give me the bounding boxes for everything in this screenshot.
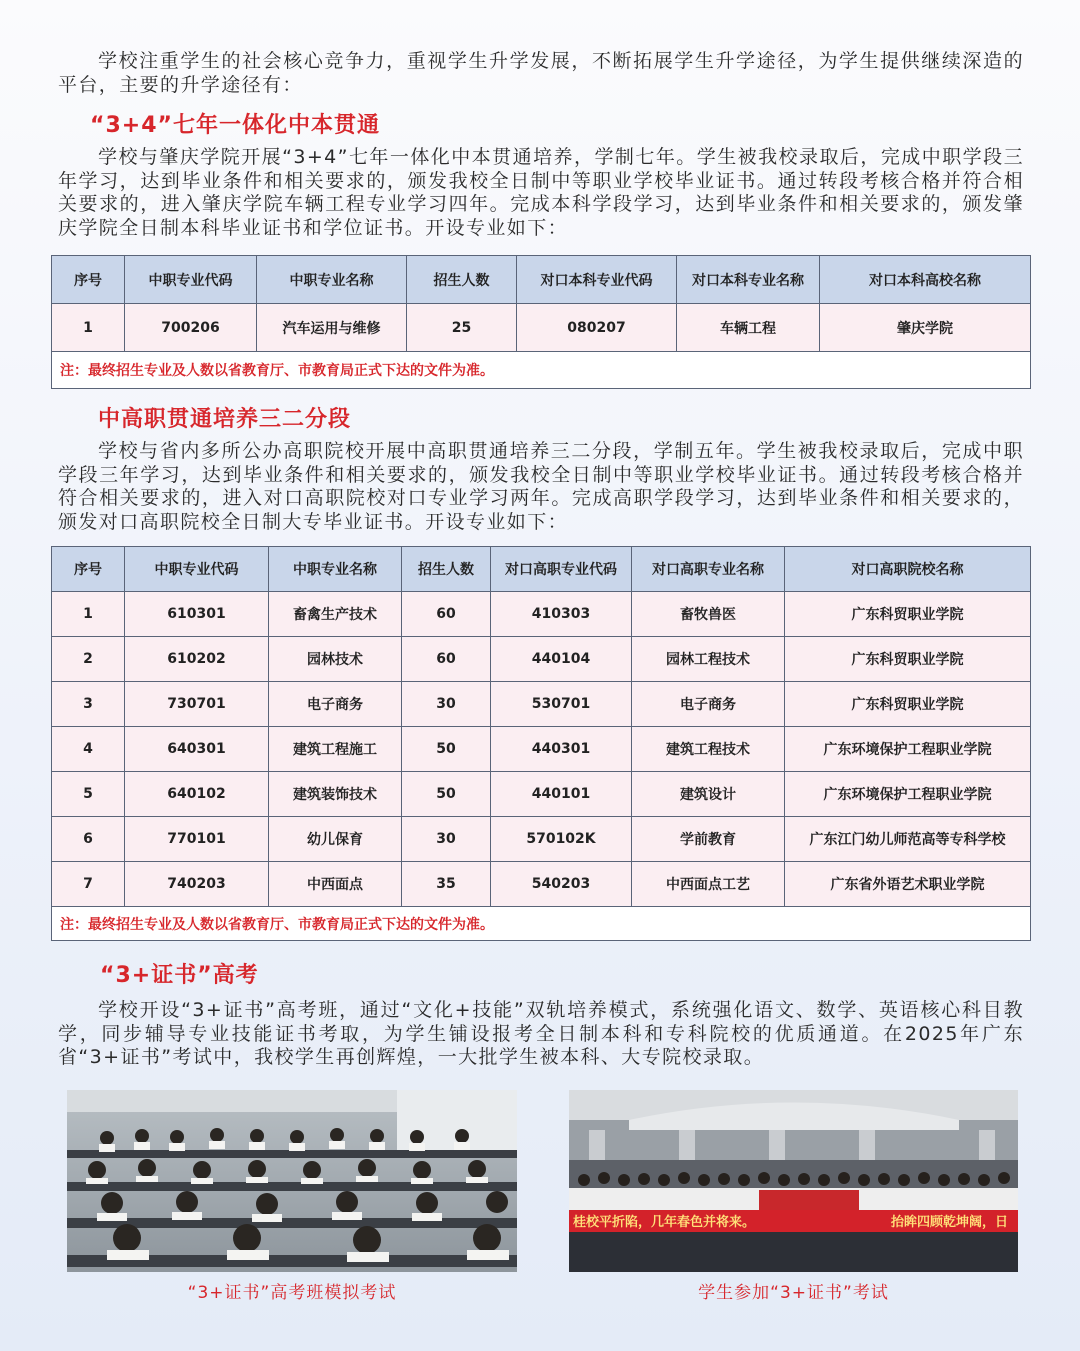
- cell: 广东科贸职业学院: [785, 682, 1031, 727]
- table-note: 注：最终招生专业及人数以省教育厅、市教育局正式下达的文件为准。: [52, 352, 1031, 389]
- table-3plus2: [51, 546, 1031, 941]
- cell: 7: [52, 862, 125, 907]
- cell: 740203: [125, 862, 269, 907]
- cell: 广东环境保护工程职业学院: [785, 727, 1031, 772]
- table-row: [52, 862, 1031, 907]
- cell: 610202: [125, 637, 269, 682]
- cell: 6: [52, 817, 125, 862]
- cell: 770101: [125, 817, 269, 862]
- table-row: [52, 637, 1031, 682]
- section1-body: 学校与肇庆学院开展“3+4”七年一体化中本贯通培养，学制七年。学生被我校录取后，完成中职学段三年学习，达到毕业条件和相关要求的，颁发我校全日制中等职业学校毕业证书。通过转段考核合格并符合相关要求的，进入肇庆学院车辆工程专业学习四年。完成本科学段学习，达到毕业条件和相关要求的，颁发肇庆学院全日制本科毕业证书和学位证书。开设专业如下：: [58, 146, 1024, 239]
- cell: 35: [402, 862, 491, 907]
- cell: 幼儿保育: [269, 817, 402, 862]
- exam-classroom-photo: [67, 1090, 517, 1272]
- cell: 080207: [517, 304, 677, 352]
- th-target-name: 对口高职专业名称: [632, 547, 785, 592]
- cell: 中西面点: [269, 862, 402, 907]
- banner-left-text: 桂校平折陷，几年春色并将来。: [573, 1215, 756, 1230]
- table-header-row: [52, 547, 1031, 592]
- cell: 440104: [491, 637, 632, 682]
- th-target-school: 对口本科高校名称: [820, 256, 1031, 304]
- cell: 中西面点工艺: [632, 862, 785, 907]
- group-illustration: [569, 1090, 1018, 1272]
- table-3plus4: [51, 255, 1031, 389]
- th-target-name: 对口本科专业名称: [677, 256, 820, 304]
- table-note: 注：最终招生专业及人数以省教育厅、市教育局正式下达的文件为准。: [52, 907, 1031, 941]
- cell: 建筑设计: [632, 772, 785, 817]
- cell: 园林工程技术: [632, 637, 785, 682]
- th-target-code: 对口高职专业代码: [491, 547, 632, 592]
- left-photo-caption: “3+证书”高考班模拟考试: [187, 1283, 397, 1303]
- section1-heading: “3+4”七年一体化中本贯通: [90, 113, 380, 138]
- cell: 车辆工程: [677, 304, 820, 352]
- th-target-school: 对口高职院校名称: [785, 547, 1031, 592]
- cell: 530701: [491, 682, 632, 727]
- cell: 汽车运用与维修: [257, 304, 407, 352]
- cell: 440101: [491, 772, 632, 817]
- th-secondary-name: 中职专业名称: [269, 547, 402, 592]
- th-index: 序号: [52, 547, 125, 592]
- th-secondary-code: 中职专业代码: [125, 547, 269, 592]
- cell: 畜牧兽医: [632, 592, 785, 637]
- intro-paragraph: 学校注重学生的社会核心竞争力，重视学生升学发展，不断拓展学生升学途径，为学生提供继续深造的平台，主要的升学途径有：: [58, 50, 1024, 96]
- cell: 25: [407, 304, 517, 352]
- th-enrollment: 招生人数: [407, 256, 517, 304]
- cell: 60: [402, 637, 491, 682]
- th-secondary-code: 中职专业代码: [125, 256, 257, 304]
- cell: 广东科贸职业学院: [785, 637, 1031, 682]
- cell: 建筑工程技术: [632, 727, 785, 772]
- cell: 广东环境保护工程职业学院: [785, 772, 1031, 817]
- cell: 50: [402, 772, 491, 817]
- cell: 1: [52, 304, 125, 352]
- cell: 建筑装饰技术: [269, 772, 402, 817]
- table-row: [52, 772, 1031, 817]
- cell: 电子商务: [632, 682, 785, 727]
- cell: 广东省外语艺术职业学院: [785, 862, 1031, 907]
- cell: 540203: [491, 862, 632, 907]
- cell: 广东江门幼儿师范高等专科学校: [785, 817, 1031, 862]
- classroom-illustration: [67, 1090, 517, 1272]
- section2-heading: 中高职贯通培养三二分段: [98, 407, 352, 432]
- th-enrollment: 招生人数: [402, 547, 491, 592]
- cell: 1: [52, 592, 125, 637]
- cell: 610301: [125, 592, 269, 637]
- table-note-row: [52, 352, 1031, 389]
- cell: 30: [402, 817, 491, 862]
- cell: 肇庆学院: [820, 304, 1031, 352]
- cell: 640301: [125, 727, 269, 772]
- cell: 5: [52, 772, 125, 817]
- cell: 570102K: [491, 817, 632, 862]
- cell: 2: [52, 637, 125, 682]
- cell: 学前教育: [632, 817, 785, 862]
- table-row: [52, 817, 1031, 862]
- section3-body: 学校开设“3+证书”高考班，通过“文化+技能”双轨培养模式，系统强化语文、数学、英语核心科目教学，同步辅导专业技能证书考取，为学生铺设报考全日制本科和专科院校的优质通道。在2025年广东省“3+证书”考试中，我校学生再创辉煌，一大批学生被本科、大专院校录取。: [58, 999, 1024, 1068]
- group-photo: [569, 1090, 1018, 1272]
- th-index: 序号: [52, 256, 125, 304]
- cell: 广东科贸职业学院: [785, 592, 1031, 637]
- table-row: [52, 304, 1031, 352]
- cell: 440301: [491, 727, 632, 772]
- cell: 畜禽生产技术: [269, 592, 402, 637]
- cell: 30: [402, 682, 491, 727]
- banner-right-text: 抬眸四顾乾坤阔，日: [891, 1215, 1009, 1230]
- th-secondary-name: 中职专业名称: [257, 256, 407, 304]
- cell: 410303: [491, 592, 632, 637]
- table-note-row: [52, 907, 1031, 941]
- section3-heading: “3+证书”高考: [100, 963, 259, 988]
- cell: 60: [402, 592, 491, 637]
- cell: 园林技术: [269, 637, 402, 682]
- cell: 建筑工程施工: [269, 727, 402, 772]
- section2-body: 学校与省内多所公办高职院校开展中高职贯通培养三二分段，学制五年。学生被我校录取后，完成中职学段三年学习，达到毕业条件和相关要求的，颁发我校全日制中等职业学校毕业证书。通过转段考核合格并符合相关要求的，进入对口高职院校对口专业学习两年。完成高职学段学习，达到毕业条件和相关要求的，颁发对口高职院校全日制大专毕业证书。开设专业如下：: [58, 440, 1024, 533]
- cell: 700206: [125, 304, 257, 352]
- cell: 3: [52, 682, 125, 727]
- table-row: [52, 727, 1031, 772]
- cell: 4: [52, 727, 125, 772]
- right-photo-caption: 学生参加“3+证书”考试: [698, 1283, 889, 1303]
- table-row: [52, 682, 1031, 727]
- cell: 50: [402, 727, 491, 772]
- th-target-code: 对口本科专业代码: [517, 256, 677, 304]
- table-row: [52, 592, 1031, 637]
- cell: 730701: [125, 682, 269, 727]
- cell: 电子商务: [269, 682, 402, 727]
- table-header-row: [52, 256, 1031, 304]
- cell: 640102: [125, 772, 269, 817]
